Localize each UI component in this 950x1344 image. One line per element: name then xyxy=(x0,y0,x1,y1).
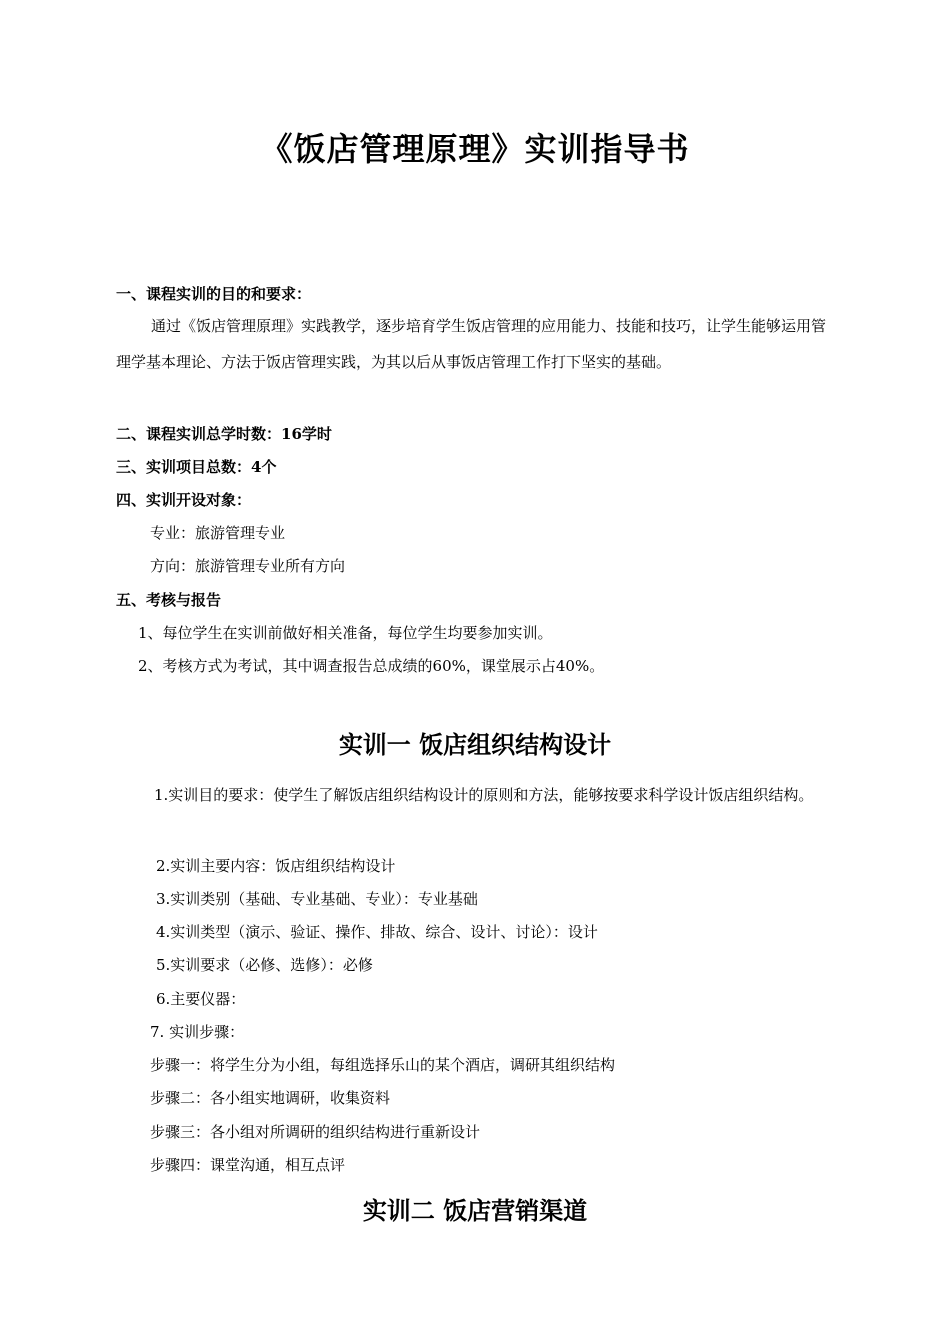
section-heading-purpose: 一、课程实训的目的和要求： xyxy=(116,285,312,303)
training-2-title: 实训二 饭店营销渠道 xyxy=(362,1196,588,1225)
document-title: 《饭店管理原理》实训指导书 xyxy=(260,130,690,168)
training-1-category: 3.实训类别（基础、专业基础、专业）：专业基础 xyxy=(156,890,478,908)
training-1-content: 2.实训主要内容：饭店组织结构设计 xyxy=(156,857,396,875)
audience-direction: 方向：旅游管理专业所有方向 xyxy=(150,557,346,575)
training-1-title: 实训一 饭店组织结构设计 xyxy=(338,730,612,759)
training-1-goal: 1.实训目的要求：使学生了解饭店组织结构设计的原则和方法，能够按要求科学设计饭店组织结构。 xyxy=(154,786,814,804)
training-1-step-4: 步骤四：课堂沟通，相互点评 xyxy=(150,1156,346,1174)
section-body-purpose: 通过《饭店管理原理》实践教学，逐步培育学生饭店管理的应用能力、技能和技巧，让学生能够运用管理学基本理论、方法于饭店管理实践，为其以后从事饭店管理工作打下坚实的基础。 xyxy=(116,317,827,371)
assessment-item-1: 1、每位学生在实训前做好相关准备，每位学生均要参加实训。 xyxy=(138,624,553,642)
section-heading-audience: 四、实训开设对象： xyxy=(116,491,252,509)
training-1-type: 4.实训类型（演示、验证、操作、排故、综合、设计、讨论）：设计 xyxy=(156,923,598,941)
training-1-step-3: 步骤三：各小组对所调研的组织结构进行重新设计 xyxy=(150,1123,481,1141)
audience-major: 专业：旅游管理专业 xyxy=(150,524,286,542)
training-1-step-1: 步骤一：将学生分为小组，每组选择乐山的某个酒店，调研其组织结构 xyxy=(150,1056,616,1074)
section-heading-projects: 三、实训项目总数：4个 xyxy=(116,458,277,476)
assessment-item-2: 2、考核方式为考试，其中调查报告总成绩的60%，课堂展示占40%。 xyxy=(138,657,605,675)
training-1-step-2: 步骤二：各小组实地调研，收集资料 xyxy=(150,1089,391,1107)
training-1-instruments: 6.主要仪器： xyxy=(156,990,246,1008)
section-heading-assessment: 五、考核与报告 xyxy=(116,591,222,609)
section-heading-hours: 二、课程实训总学时数：16学时 xyxy=(116,425,332,443)
training-1-steps-heading: 7. 实训步骤： xyxy=(150,1023,245,1041)
training-1-requirement: 5.实训要求（必修、选修）：必修 xyxy=(156,956,373,974)
